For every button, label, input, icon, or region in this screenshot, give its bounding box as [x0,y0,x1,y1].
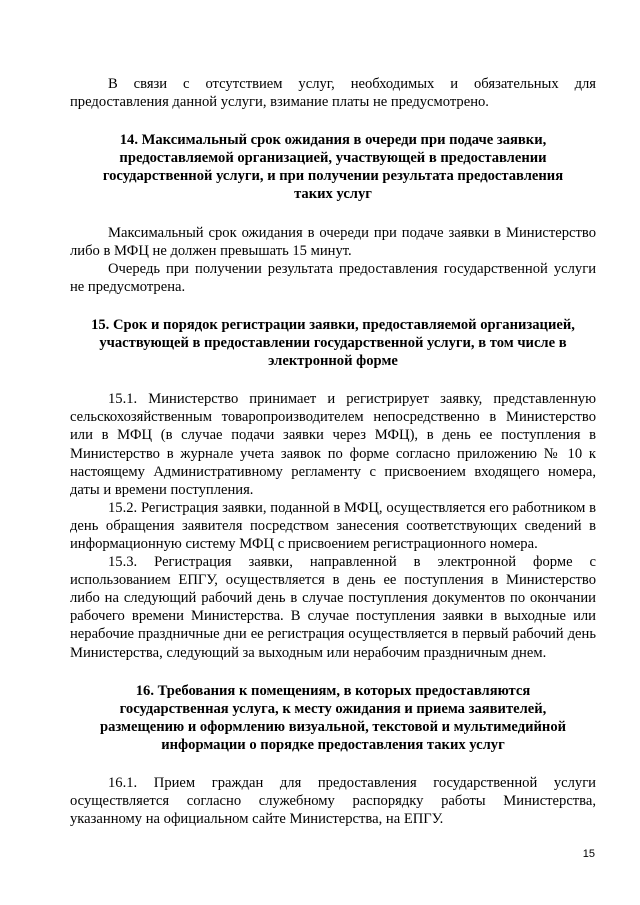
page-number: 15 [582,848,595,860]
section-14-paragraph-1: Максимальный срок ожидания в очереди при подаче заявки в Министерство либо в МФЦ не должен превышать 15 минут. [70,224,596,259]
section-14-heading: 14. Максимальный срок ожидания в очереди при подаче заявки, предоставляемой организацией, участвующей в предоставлении государственной услуги, и при получении результата предоставления таких услуг [102,132,564,203]
document-page [70,75,596,828]
paragraph-fee: В связи с отсутствием услуг, необходимых и обязательных для предоставления данной услуги, взимание платы не предусмотрено. [70,76,596,111]
section-15-paragraph-1: 15.1. Министерство принимает и регистрирует заявку, представленную сельскохозяйственным товаропроизводителем непосредственно в Министерство или в МФЦ (в случае подачи заявки через МФЦ), в день ее поступления в Министерство в журнале учета заявок по форме согласно приложению № 10 к настоящему Административному регламенту с присвоением входящего номера, даты и времени поступления. [70,391,596,498]
section-15-heading: 15. Срок и порядок регистрации заявки, предоставляемой организацией, участвующей в предоставлении государственной услуги, в том числе в электронной форме [91,316,575,370]
section-16-heading: 16. Требования к помещениям, в которых предоставляются государственная услуга, к месту ожидания и приема заявителей, размещению и оформлению визуальной, текстовой и мультимедийной информации о порядке предоставления таких услуг [99,682,567,753]
section-16-paragraph-1: 16.1. Прием граждан для предоставления государственной услуги осуществляется согласно служебному распорядку работы Министерства, указанному на официальном сайте Министерства, на ЕПГУ. [70,775,596,828]
section-14-paragraph-2: Очередь при получении результата предоставления государственной услуги не предусмотрена. [70,260,596,295]
section-15-paragraph-2: 15.2. Регистрация заявки, поданной в МФЦ, осуществляется его работником в день обращения заявителя посредством занесения соответствующих сведений в информационную систему МФЦ с присвоением регистрационного номера. [70,499,596,552]
section-15-paragraph-3: 15.3. Регистрация заявки, направленной в электронной форме с использованием ЕПГУ, осуществляется в день ее поступления в Министерство либо на следующий рабочий день в случае поступления документов по окончании рабочего времени Министерства. В случае поступления заявки в выходные или нерабочие праздничные дни ее регистрация осуществляется в первый рабочий день Министерства, следующий за выходным или нерабочим праздничным днем. [70,554,596,661]
